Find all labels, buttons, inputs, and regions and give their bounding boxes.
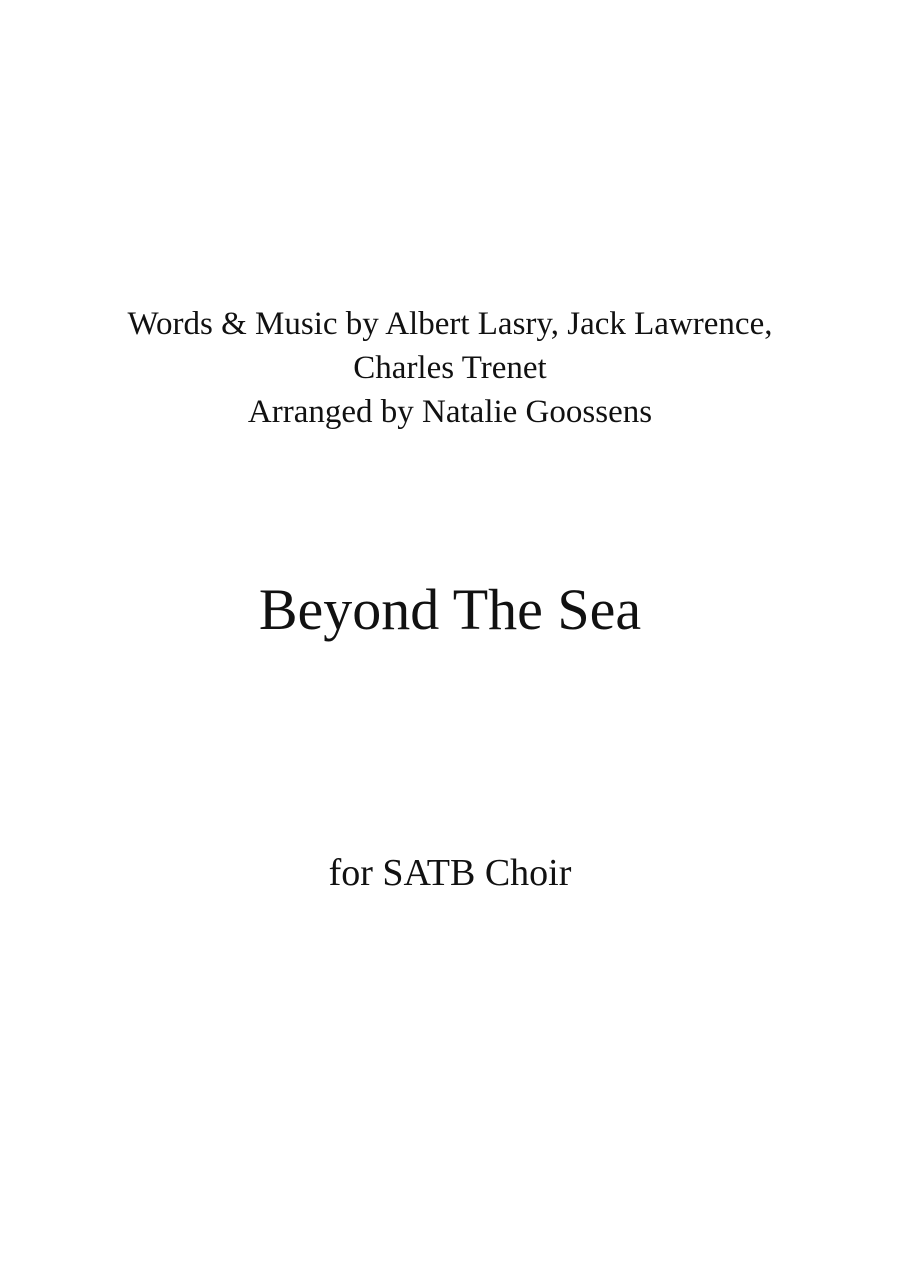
composer-credit-line-1: Words & Music by Albert Lasry, Jack Lawrence, bbox=[127, 306, 773, 342]
composer-credit-line-2: Charles Trenet bbox=[353, 350, 547, 386]
ensemble-subtitle: for SATB Choir bbox=[328, 852, 572, 894]
credits-block bbox=[0, 302, 900, 434]
song-title: Beyond The Sea bbox=[258, 577, 642, 642]
arranger-credit: Arranged by Natalie Goossens bbox=[247, 394, 653, 430]
